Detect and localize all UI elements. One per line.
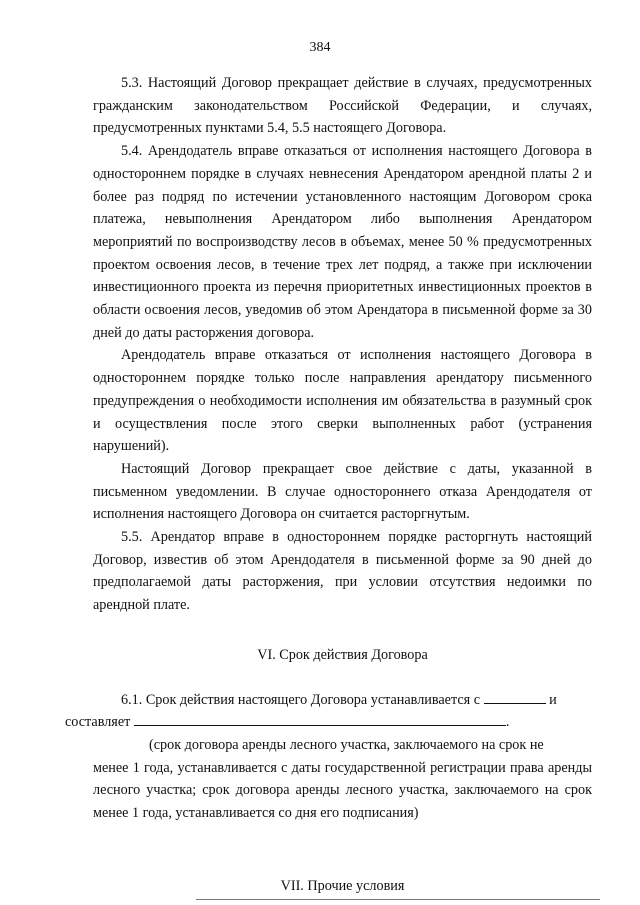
clause-5-5: 5.5. Арендатор вправе в одностороннем порядке расторгнуть настоящий Договор, известив об этом Арендодателя в письменной форме за 90 дней до предполагаемой даты расторжения, при условии отсутствия недоимки по арендной плате. [93, 529, 592, 614]
section-7-heading: VII. Прочие условия [280, 877, 405, 894]
clause-6-1-note-rest: менее 1 года, устанавливается с даты государственной регистрации права аренды лесного участка; срок договора аренды лесного участка, заключаемого на срок менее 1 года, устанавливается со дня его подписания) [93, 759, 592, 822]
clause-5-4: 5.4. Арендодатель вправе отказаться от исполнения настоящего Договора в одностороннем порядке в случаях невнесения Арендатором арендной платы 2 и более раз подряд по истечении установленного настоящим Договором срока платежа, невыполнения Арендатором либо выполнения Арендатором мероприятий по воспроизводству лесов в объемах, менее 50 % предусмотренных проектом освоения лесов, в течение трех лет подряд, а также при исключении инвестиционного проекта из перечня приоритетных инвестиционных проектов в области освоения лесов, уведомив об этом Арендатора в письменной форме за 30 дней до даты расторжения договора. [93, 143, 592, 341]
clause-5-4-effect: Настоящий Договор прекращает свое действие с даты, указанной в письменном уведомлении. В случае одностороннего отказа Арендодателя от исполнения настоящего Договора он считается расторгнутым. [93, 460, 592, 523]
section-6-heading: VI. Срок действия Договора [257, 646, 428, 663]
clause-6-1-note-first: (срок договора аренды лесного участка, заключаемого на срок не [149, 736, 544, 753]
clause-6-1 [65, 689, 592, 734]
clause-5-3: 5.3. Настоящий Договор прекращает действие в случаях, предусмотренных гражданским законодательством Российской Федерации, и случаях, предусмотренных пунктами 5.4, 5.5 настоящего Договора. [93, 75, 592, 137]
clause-6-1-and: и [549, 691, 557, 708]
start-date-blank [484, 689, 546, 704]
duration-blank [134, 711, 506, 726]
clause-5-4-notice: Арендодатель вправе отказаться от исполнения настоящего Договора в одностороннем порядке только после направления арендатору письменного предупреждения о необходимости исполнения им обязательства в разумный срок и осуществления после этого сверки выполненных работ (устранения нарушений). [93, 347, 592, 455]
clause-6-1-end: . [505, 714, 510, 731]
scan-edge-line [196, 899, 600, 900]
clause-6-1-text: 6.1. Срок действия настоящего Договора устанавливается с [121, 691, 481, 708]
page-number: 384 [309, 40, 331, 55]
document-body [65, 72, 592, 898]
clause-6-1-composes: составляет [65, 714, 131, 731]
